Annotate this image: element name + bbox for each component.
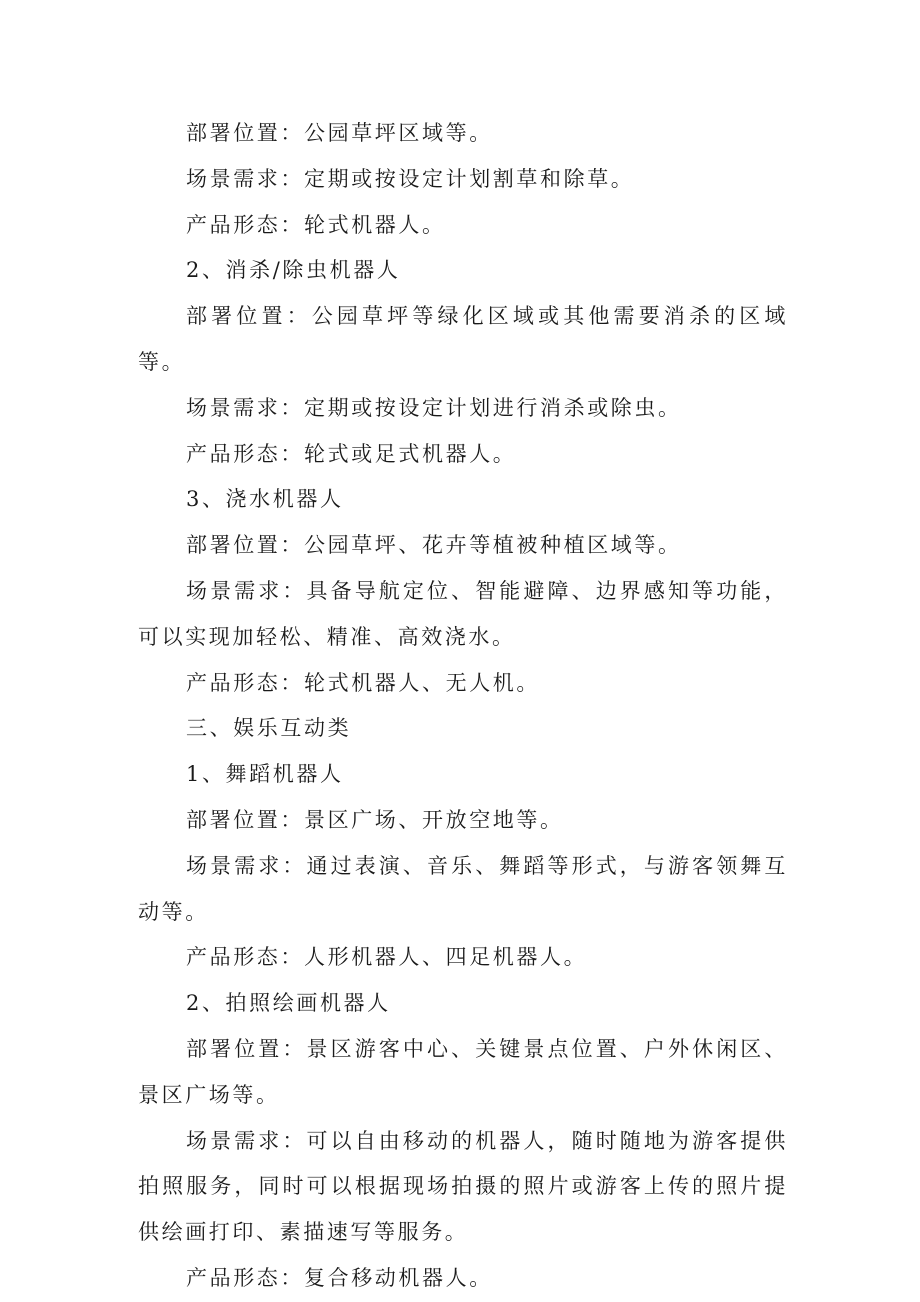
- paragraph-product-humanoid: 产品形态：人形机器人、四足机器人。: [186, 945, 588, 970]
- paragraph-product-wheeled-legged: 产品形态：轮式或足式机器人。: [186, 441, 517, 466]
- heading-disinfection-robot: 2、消杀/除虫机器人: [186, 258, 401, 283]
- paragraph-product-composite: 产品形态：复合移动机器人。: [186, 1265, 493, 1290]
- paragraph-scenario-mowing: 场景需求：定期或按设定计划割草和除草。: [186, 166, 635, 191]
- document-body: [138, 111, 788, 1302]
- paragraph-scenario-dance: 场景需求：通过表演、音乐、舞蹈等形式，与游客领舞互动等。: [138, 853, 788, 924]
- paragraph-scenario-photo: 场景需求：可以自由移动的机器人，随时随地为游客提供拍照服务，同时可以根据现场拍摄的照片或游客上传的照片提供绘画打印、素描速写等服务。: [138, 1128, 788, 1245]
- heading-watering-robot: 3、浇水机器人: [186, 487, 344, 512]
- paragraph-deployment-visitor-center: 部署位置：景区游客中心、关键景点位置、户外休闲区、景区广场等。: [138, 1036, 788, 1107]
- heading-photo-painting-robot: 2、拍照绘画机器人: [186, 991, 391, 1016]
- heading-entertainment-category: 三、娱乐互动类: [186, 716, 352, 741]
- paragraph-product-wheeled: 产品形态：轮式机器人。: [186, 212, 446, 237]
- paragraph-deployment-plaza: 部署位置：景区广场、开放空地等。: [186, 807, 564, 832]
- paragraph-deployment-planting: 部署位置：公园草坪、花卉等植被种植区域等。: [186, 533, 682, 558]
- paragraph-scenario-disinfection: 场景需求：定期或按设定计划进行消杀或除虫。: [186, 395, 682, 420]
- paragraph-deployment-lawn: 部署位置：公园草坪区域等。: [186, 121, 493, 145]
- heading-dance-robot: 1、舞蹈机器人: [186, 762, 344, 787]
- paragraph-scenario-watering: 场景需求：具备导航定位、智能避障、边界感知等功能，可以实现加轻松、精准、高效浇水。: [138, 578, 788, 649]
- paragraph-product-wheeled-drone: 产品形态：轮式机器人、无人机。: [186, 670, 540, 695]
- paragraph-deployment-green-area: 部署位置：公园草坪等绿化区域或其他需要消杀的区域等。: [138, 304, 788, 374]
